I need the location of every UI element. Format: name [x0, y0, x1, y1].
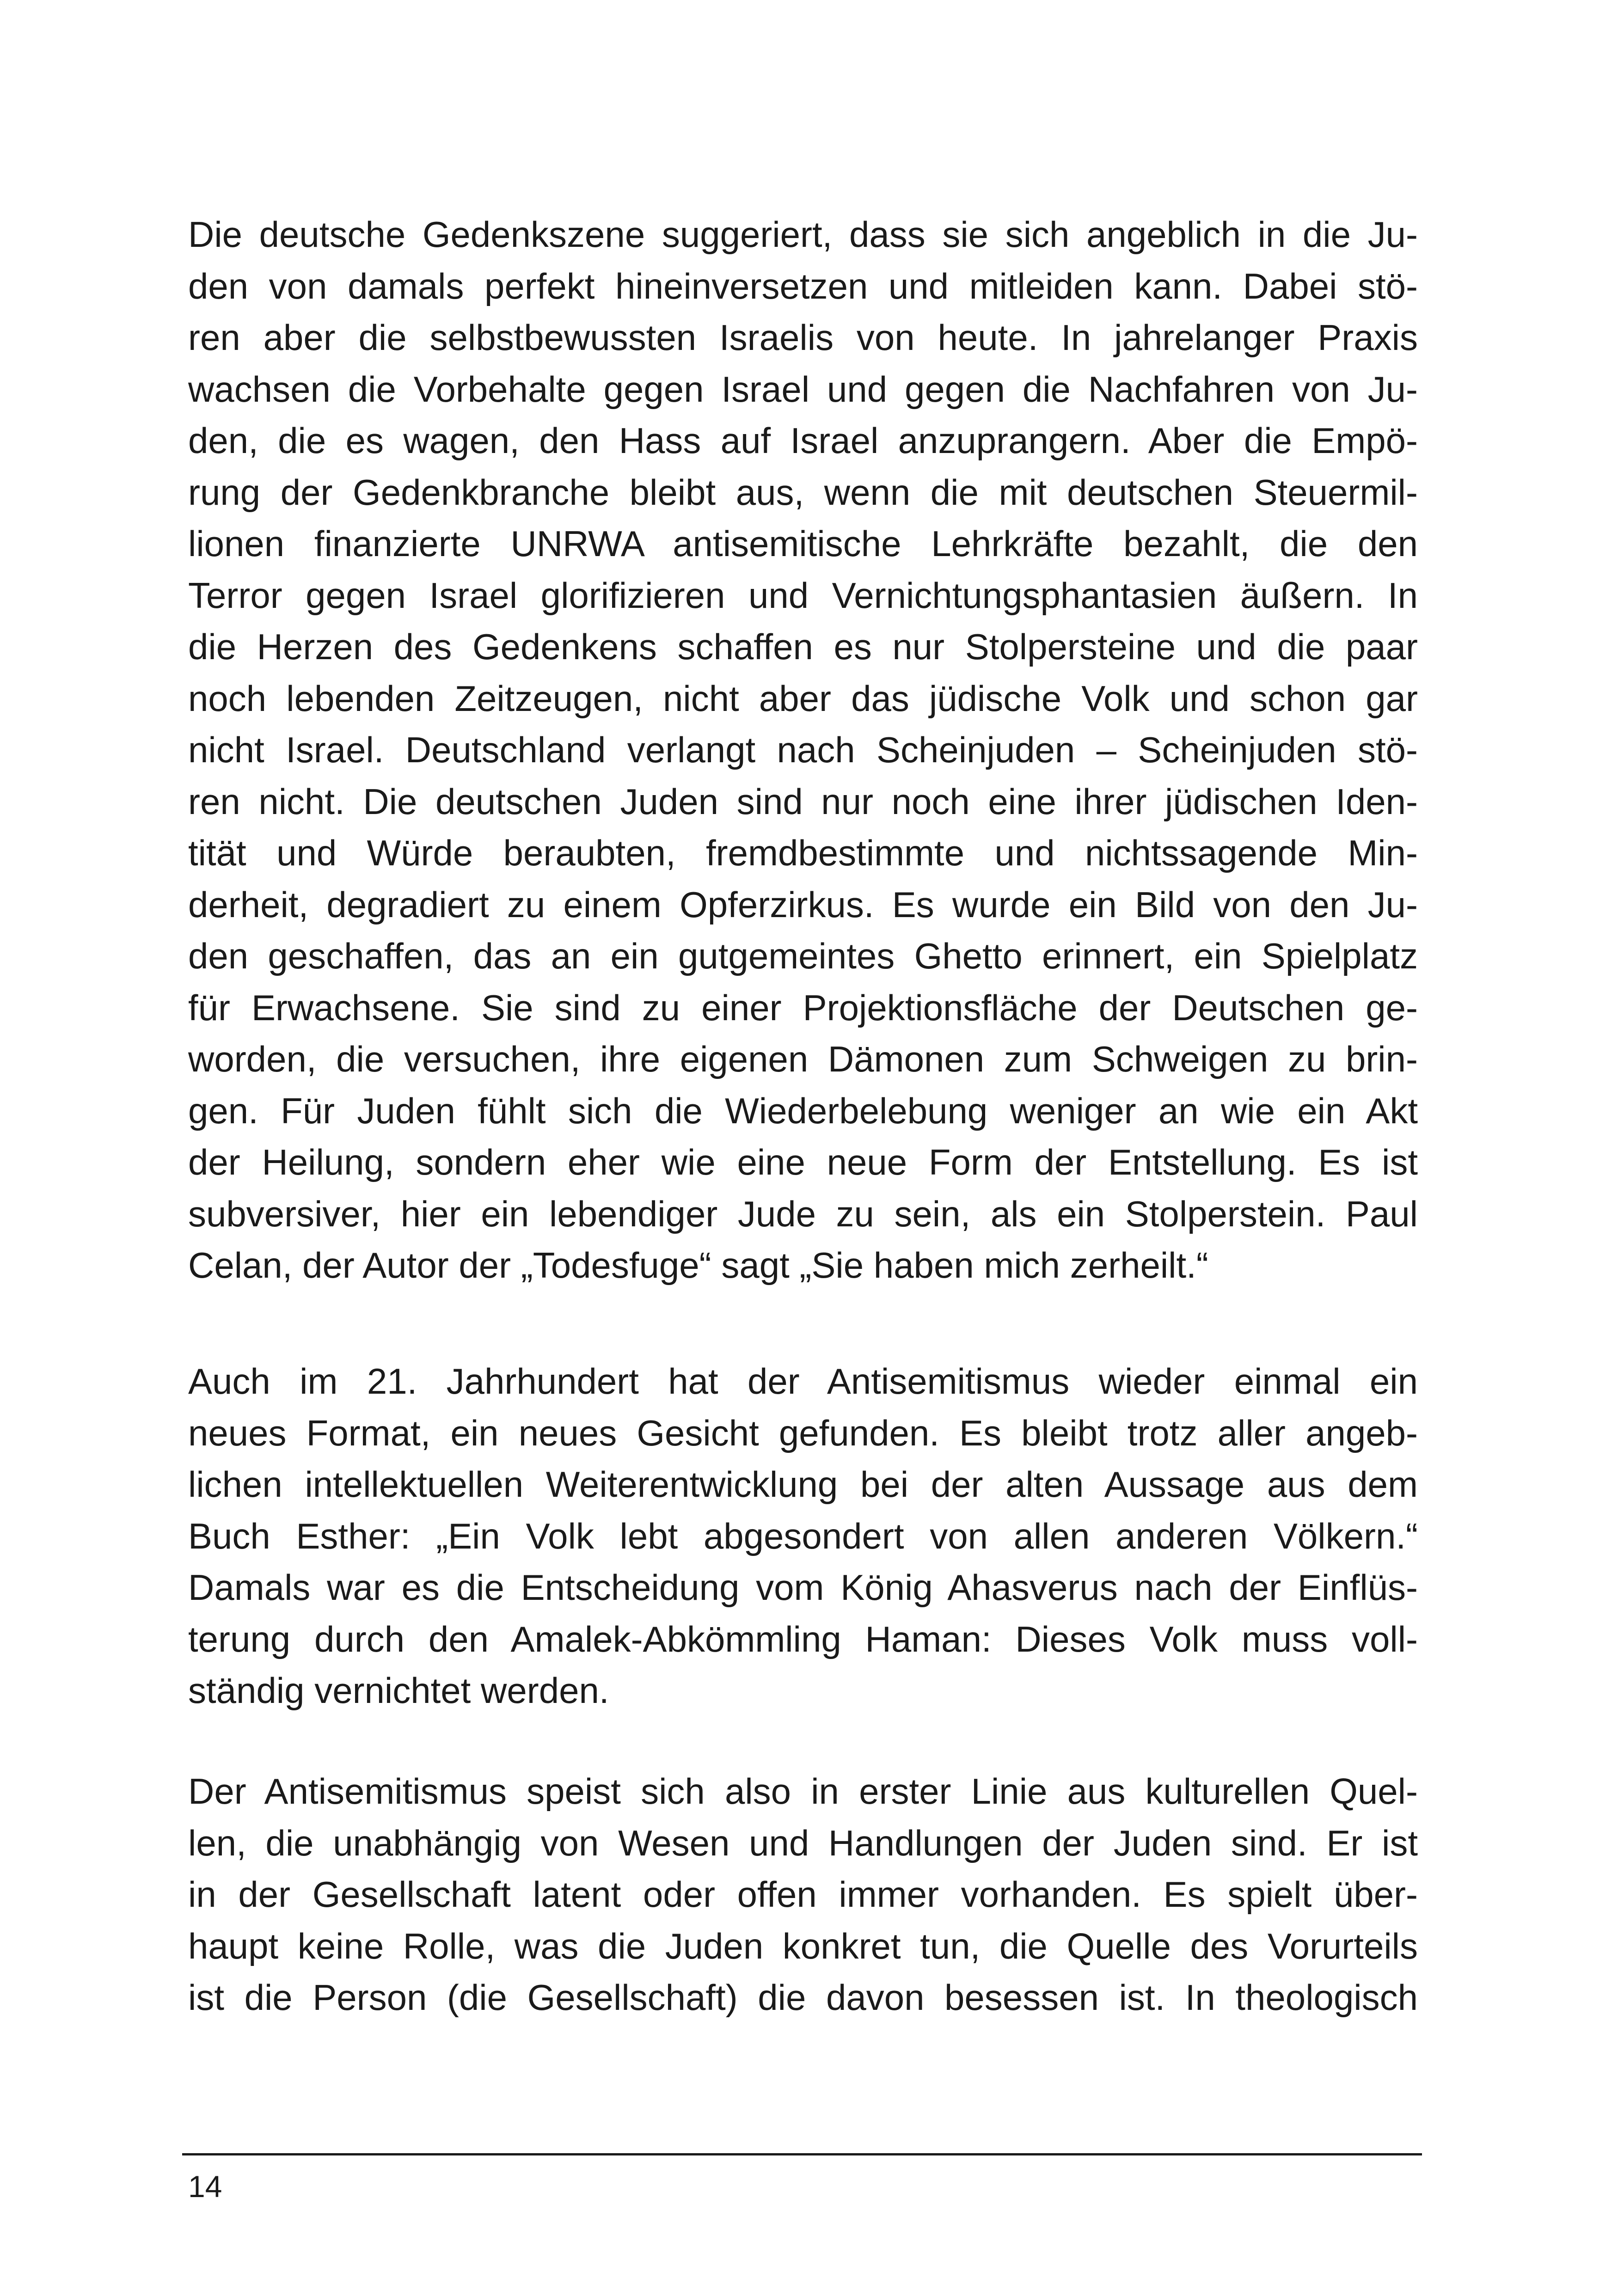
text-line: ren nicht. Die deutschen Juden sind nur noch eine ihrer jüdischen Iden- [188, 781, 1418, 822]
text-line: Die deutsche Gedenkszene suggeriert, dass sie sich angeblich in die Ju- [188, 214, 1418, 255]
text-line: derheit, degradiert zu einem Opferzirkus. Es wurde ein Bild von den Ju- [188, 884, 1418, 925]
text-line: den, die es wagen, den Hass auf Israel anzuprangern. Aber die Empö- [188, 420, 1418, 461]
text-line: Celan, der Autor der „Todesfuge“ sagt „Sie haben mich zerheilt.“ [188, 1245, 1208, 1286]
text-line: subversiver, hier ein lebendiger Jude zu sein, als ein Stolperstein. Paul [188, 1193, 1418, 1234]
text-line: in der Gesellschaft latent oder offen immer vorhanden. Es spielt über- [188, 1874, 1418, 1915]
page-number: 14 [188, 2169, 222, 2204]
text-line: Auch im 21. Jahrhundert hat der Antisemitismus wieder einmal ein [188, 1361, 1418, 1402]
text-line: nicht Israel. Deutschland verlangt nach Scheinjuden – Scheinjuden stö- [188, 729, 1418, 770]
text-line: len, die unabhängig von Wesen und Handlungen der Juden sind. Er ist [188, 1822, 1418, 1863]
text-line: ständig vernichtet werden. [188, 1670, 609, 1711]
text-line: terung durch den Amalek-Abkömmling Haman: Dieses Volk muss voll- [188, 1618, 1418, 1659]
text-line: ren aber die selbstbewussten Israelis von heute. In jahrelanger Praxis [188, 317, 1418, 358]
paragraph-1 [188, 209, 1418, 1292]
footer-rule [182, 2153, 1422, 2155]
text-line: tität und Würde beraubten, fremdbestimmte und nichtssagende Min- [188, 833, 1418, 873]
text-line: die Herzen des Gedenkens schaffen es nur Stolpersteine und die paar [188, 626, 1418, 667]
text-line: lichen intellektuellen Weiterentwicklung bei der alten Aussage aus dem [188, 1464, 1418, 1505]
text-line: den von damals perfekt hineinversetzen und mitleiden kann. Dabei stö- [188, 265, 1418, 306]
text-line: für Erwachsene. Sie sind zu einer Projektionsfläche der Deutschen ge- [188, 987, 1418, 1028]
text-line: Der Antisemitismus speist sich also in erster Linie aus kulturellen Quel- [188, 1771, 1418, 1812]
text-line: haupt keine Rolle, was die Juden konkret tun, die Quelle des Vorurteils [188, 1925, 1418, 1966]
text-line: worden, die versuchen, ihre eigenen Dämonen zum Schweigen zu brin- [188, 1039, 1418, 1079]
text-line: der Heilung, sondern eher wie eine neue Form der Entstellung. Es ist [188, 1142, 1418, 1182]
text-line: wachsen die Vorbehalte gegen Israel und gegen die Nachfahren von Ju- [188, 368, 1418, 410]
text-line: neues Format, ein neues Gesicht gefunden. Es bleibt trotz aller angeb- [188, 1412, 1418, 1453]
text-line: rung der Gedenkbranche bleibt aus, wenn die mit deutschen Steuermil- [188, 471, 1418, 513]
text-line: Damals war es die Entscheidung vom König Ahasverus nach der Einflüs- [188, 1567, 1418, 1608]
text-line: gen. Für Juden fühlt sich die Wiederbelebung weniger an wie ein Akt [188, 1090, 1418, 1131]
text-line: den geschaffen, das an ein gutgemeintes Ghetto erinnert, ein Spielplatz [188, 936, 1418, 976]
text-line: noch lebenden Zeitzeugen, nicht aber das jüdische Volk und schon gar [188, 678, 1418, 719]
text-line: Buch Esther: „Ein Volk lebt abgesondert von allen anderen Völkern.“ [188, 1515, 1418, 1556]
text-line: lionen finanzierte UNRWA antisemitische Lehrkräfte bezahlt, die den [188, 523, 1418, 564]
text-line: Terror gegen Israel glorifizieren und Vernichtungsphantasien äußern. In [188, 575, 1418, 616]
paragraph-2 [188, 1356, 1418, 1717]
paragraph-3 [188, 1766, 1418, 2024]
text-line: ist die Person (die Gesellschaft) die davon besessen ist. In theologisch [188, 1977, 1418, 2018]
